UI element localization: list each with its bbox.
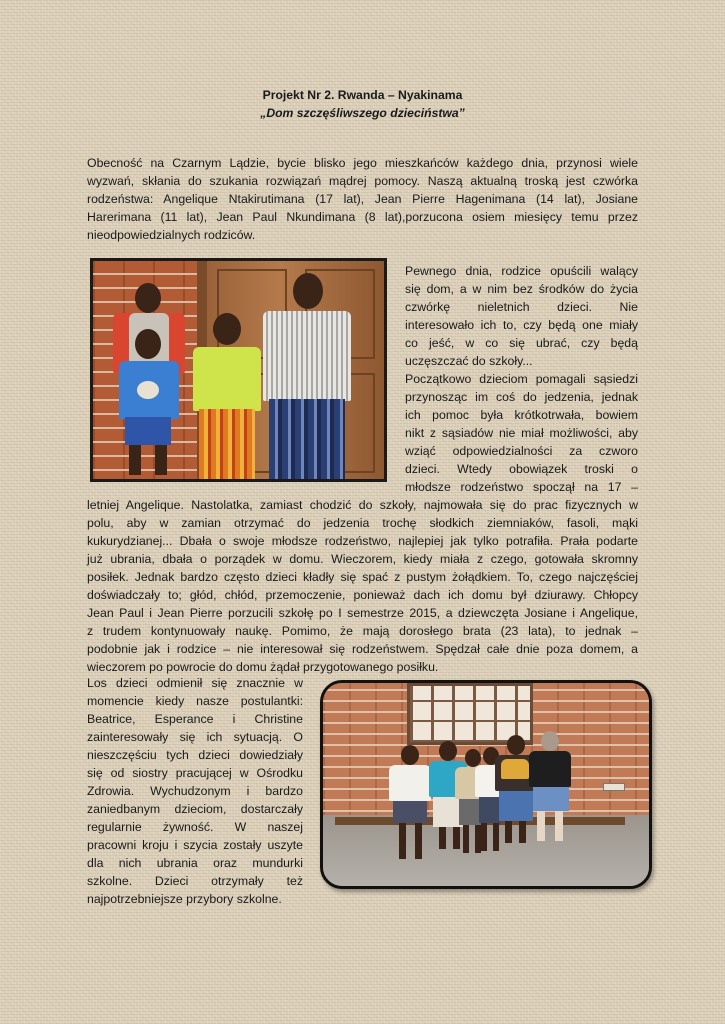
text-line: się od siostry pracującej w Ośrodku bbox=[87, 766, 303, 780]
text-line: posiłek. Jednak bardzo często dzieci kładły się spać z pustym żołądkiem. To, czego najczęściej bbox=[87, 570, 638, 584]
text-line: dzieci. Wtedy obowiązek troski o bbox=[405, 462, 638, 476]
text-line: podobnie jak i rodzice – nie interesował się rodzeństwem. Spędzał całe dnie poza domem, a bbox=[87, 642, 638, 656]
text-line: zainteresowały się ich sytuacją. O bbox=[87, 730, 303, 744]
text-line: Zdrowia. Wychudzonym i bardzo bbox=[87, 784, 303, 798]
text-line: czwórkę nieletnich dzieci. Nie bbox=[405, 300, 638, 314]
text-line: Beatrice, Esperance i Christine bbox=[87, 712, 303, 726]
text-line: przynosząc im coś do jedzenia, jednak bbox=[405, 390, 638, 404]
text-line: regularnie żywność. W naszej bbox=[87, 820, 303, 834]
photo-four-children bbox=[90, 258, 387, 482]
text-line: się dom, a w nim bez środków do życia bbox=[405, 282, 638, 296]
photo-children-with-sister bbox=[320, 680, 652, 889]
text-line: już ubrania, dbała o porządek w domu. Wieczorem, kiedy miała z czego, gotowała skromny bbox=[87, 552, 638, 566]
text-line: zaniedbanym dzieciom, dostarczały bbox=[87, 802, 303, 816]
text-line: wziąć odpowiedzialności za czworo bbox=[405, 444, 638, 458]
text-line: polu, aby w zamian otrzymać do jedzenia trochę słodkich ziemniaków, fasoli, mąki bbox=[87, 516, 638, 530]
text-line: dla nich ubrania oraz mundurki bbox=[87, 856, 303, 870]
text-line: szkolne. Dzieci otrzymały też bbox=[87, 874, 303, 888]
paragraph-neighbours-help bbox=[405, 370, 638, 496]
text-line: nikt z sąsiadów nie miał możliwości, aby bbox=[405, 426, 638, 440]
text-line: doświadczały to; głód, chłód, przemoczenie, ponieważ dach ich domu był dziurawy. Chłopcy bbox=[87, 588, 638, 602]
text-line: Obecność na Czarnym Lądzie, bycie blisko jego mieszkańców każdego dnia, przynosi wiele bbox=[87, 156, 638, 170]
text-line: Harerimana (11 lat), Jean Paul Nkundimana (8 lat),porzucona osiem miesięcy temu przez bbox=[87, 210, 638, 224]
ground bbox=[323, 815, 652, 889]
text-line: momencie kiedy nasze postulantki: bbox=[87, 694, 303, 708]
text-line: co jeść, w co się ubrać, czy będą bbox=[405, 336, 638, 350]
text-line: interesowało ich to, czy będą one miały bbox=[405, 318, 638, 332]
paragraph-parents-left bbox=[405, 262, 638, 370]
text-line: wyzwań, skłania do szukania rozwiązań mądrej pomocy. Naszą aktualną troską jest czwórka bbox=[87, 174, 638, 188]
text-line: kukurydzianej... Dbała o swoje młodsze rodzeństwo, najlepiej jak tylko potrafiła. Prała podarte bbox=[87, 534, 638, 548]
text-line: uczęszczać do szkoły... bbox=[405, 354, 533, 368]
text-line: wieczorem po powrocie do domu żądał przygotowanego posiłku. bbox=[87, 660, 439, 674]
text-line: najpotrzebniejsze przybory szkolne. bbox=[87, 892, 282, 906]
document-subtitle: „Dom szczęśliwszego dzieciństwa” bbox=[260, 106, 465, 120]
text-line: Początkowo dzieciom pomagali sąsiedzi bbox=[405, 372, 638, 386]
text-line: młodsze rodzeństwo spoczął na 17 – bbox=[405, 480, 638, 494]
text-line: Jean Paul i Jean Pierre porzucili szkołę po I semestrze 2015, a dziewczęta Josiane i Angelique, bbox=[87, 606, 638, 620]
text-line: z trudem kontynuowały naukę. Pomimo, że mają dorosłego brata (23 lata), to jednak – bbox=[87, 624, 638, 638]
paragraph-angelique bbox=[87, 496, 638, 676]
text-line: ich pomoc była krótkotrwała, bowiem bbox=[405, 408, 638, 422]
text-line: letniej Angelique. Nastolatka, zamiast chodzić do szkoły, najmowała się do prac fizycznych w bbox=[87, 498, 638, 512]
document-title: Projekt Nr 2. Rwanda – Nyakinama bbox=[262, 88, 463, 102]
paragraph-postulants bbox=[87, 674, 303, 908]
text-line: Pewnego dnia, rodzice opuścili walący bbox=[405, 264, 638, 278]
paragraph-intro bbox=[87, 154, 638, 244]
text-line: pracowni kroju i szycia zostały uszyte bbox=[87, 838, 303, 852]
wall-sign bbox=[603, 783, 625, 791]
text-line: nieszczęściu tych dzieci dowiedziały bbox=[87, 748, 303, 762]
text-line: rodzeństwa: Angelique Ntakirutimana (17 lat), Jean Pierre Hagenimana (14 lat), Josiane bbox=[87, 192, 638, 206]
text-line: Los dzieci odmienił się znacznie w bbox=[87, 676, 303, 690]
text-line: nieodpowiedzialnych rodziców. bbox=[87, 228, 256, 242]
